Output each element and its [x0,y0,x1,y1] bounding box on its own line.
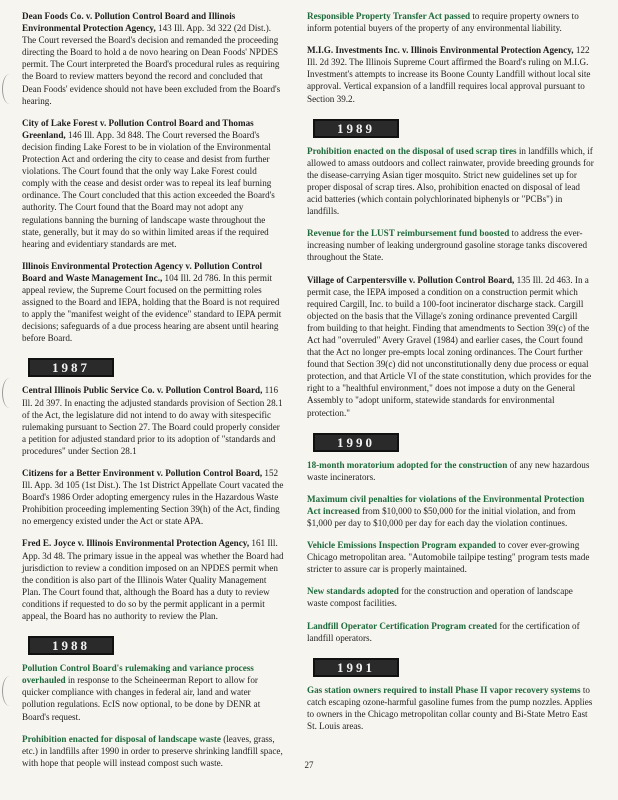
case-entry: Fred E. Joyce v. Illinois Environmental Protection Agency, 161 Ill. App. 3d 48. The primary issue in the appeal was whether the Board had jurisdiction to review a condition imposed on an NPDES permit when the condition is also part of the Illinois Water Quality Management Plan. The Court found that, although the Board has a duty to review conditions if requested to do so by the permit applicant in a permit appeal, the Board has no authority to review the Plan. [22,538,284,622]
event-entry: 18-month moratorium adopted for the construction of any new hazardous waste incinerators. [307,459,590,482]
binder-hole-mark [2,74,17,104]
case-entry: M.I.G. Investments Inc. v. Illinois Environmental Protection Agency, 122 Ill. 2d 392. The Illinois Supreme Court affirmed the Board's ruling on M.I.G. Investment's attempts to increase its Boone County Landfill without local site approval. Vertical expansion of a landfill requires local approval pursuant to Section 39.2. [307,45,591,104]
binder-hole-mark [2,676,17,706]
year-heading-1990: 1990 [313,433,399,452]
year-heading-1989: 1989 [313,119,399,138]
event-entry: Landfill Operator Certification Program created for the certification of landfill operators. [307,620,580,643]
event-entry: Revenue for the LUST reimbursement fund boosted to address the ever-increasing number of leaking underground gasoline storage tanks discovered throughout the State. [307,228,588,263]
event-entry: Responsible Property Transfer Act passed to require property owners to inform potential buyers of the property of any environmental liability. [307,11,579,34]
case-entry: City of Lake Forest v. Pollution Control Board and Thomas Greenland, 146 Ill. App. 3d 848. The Court reversed the Board's decision finding Lake Forest to be in violation of the Environmental Protection Act and ordering the city to cease and desist from further violations. The Court found that the only way Lake Forest could comply with the cease and desist order was to repeal its leaf burning ordinance. The Court concluded that this action exceeded the Board's authority. The Court found that the Board may not adopt any regulations banning the burning of landscape waste throughout the state, generally, but it may do so within limited areas if the required hearing and evidentiary standards are met. [22,117,275,249]
event-entry: Pollution Control Board's rulemaking and variance process overhauled in response to the Scheineerman Report to allow for quicker compliance with changes in federal air, land and water pollution regulations. EcIS now optional, to be done by DENR at Board's request. [22,663,261,722]
case-entry: Village of Carpentersville v. Pollution Control Board, 135 Ill. 2d 463. In a permit case, the IEPA imposed a condition on a construction permit which required Cargill, Inc. to build a 100-foot incinerator discharge stack. Cargill objected on the basis that the Village's zoning ordinance prevented Cargill from building to that height. Finding that amendments to Section 39(c) of the Act had "overruled" Avery Gravel (1984) and earlier cases, the Court found that the Act no longer pre-empts local zoning ordinances. The Court further found that Section 39(c) did not unconstitutionally deny due process or equal protection, and that Article VI of the state constitution, which provides for the right to a "healthful environment," does not impose a duty on the General Assembly to "adopt uniform, statewide standards for environmental protection." [307,274,592,418]
left-column [22,10,284,779]
year-heading-1988: 1988 [28,636,114,655]
event-entry: Prohibition enacted on the disposal of used scrap tires in landfills which, if allowed to amass outdoors and collect rainwater, provide breeding grounds for the disease-carrying Asian tiger mosquito. Strict new guidelines set up for proper disposal of scrap tires. Also, prohibition enacted on disposal of lead acid batteries (which contain polychlorinated biphenyls or "PCBs") in landfills. [307,145,594,217]
case-entry: Citizens for a Better Environment v. Pollution Control Board, 152 Ill. App. 3d 105 (1st Dist.). The 1st District Appellate Court vacated the Board's 1986 Order adopting emergency rules in the Hazardous Waste Prohibition proceeding implementing Section 39(h) of the Act, finding no emergency existed under the Act or state APA. [22,468,284,527]
year-heading-1987: 1987 [28,358,114,377]
year-heading-1991: 1991 [313,658,399,677]
event-entry: Gas station owners required to install Phase II vapor recovery systems to catch escaping ozone-harmful gasoline fumes from the pump nozzles. Applies to owners in the Chicago metropolitan collar county and Bi-State Metro East St. Louis areas. [307,684,593,732]
event-entry: New standards adopted for the construction and operation of landscape waste compost facilities. [307,586,573,609]
case-entry: Dean Foods Co. v. Pollution Control Board and Illinois Environmental Protection Agency, 143 Ill. App. 3d 322 (2d Dist.). The Court reversed the Board's decision and remanded the proceeding directing the Board to hold a de novo hearing on Dean Foods' NPDES permit. The Court interpreted the Board's procedural rules as requiring the Board to review matters beyond the record and concluded that Dean Foods' evidence should not have been excluded from the Board's hearing. [22,11,281,106]
case-entry: Central Illinois Public Service Co. v. Pollution Control Board, 116 Ill. 2d 397. In enacting the adjusted standards provision of Section 28.1 of the Act, the legislature did not intend to do away with sitespecific rulemaking pursuant to Section 27. The Board could properly consider a petition for adjusted standard prior to its adoption of "standards and procedures" under Section 28.1 [22,385,283,456]
binder-hole-mark [2,378,17,408]
event-entry: Prohibition enacted for disposal of landscape waste (leaves, grass, etc.) in landfills after 1990 in order to preserve shrinking landfill space, with hope that people will instead compost such waste. [22,733,283,768]
page-number: 27 [304,760,314,770]
event-entry: Maximum civil penalties for violations of the Environmental Protection Act increased from $10,000 to $50,000 for the initial violation, and from $1,000 per day to $10,000 per day for each day the violation continues. [307,493,585,528]
right-column [307,10,595,742]
event-entry: Vehicle Emissions Inspection Program expanded to cover ever-growing Chicago metropolitan area. "Automobile tailpipe testing" program tests made stricter to assure car is properly maintained. [307,540,590,575]
case-entry: Illinois Environmental Protection Agency v. Pollution Control Board and Waste Management Inc., 104 Ill. 2d 786. In this permit appeal review, the Supreme Court focused on the permitting roles assigned to the Board and IEPA, holding that the Board is not required to apply the "manifest weight of the evidence" standard to IEPA permit decisions; safeguards of a due process hearing are absent until hearing before Board. [22,260,282,344]
